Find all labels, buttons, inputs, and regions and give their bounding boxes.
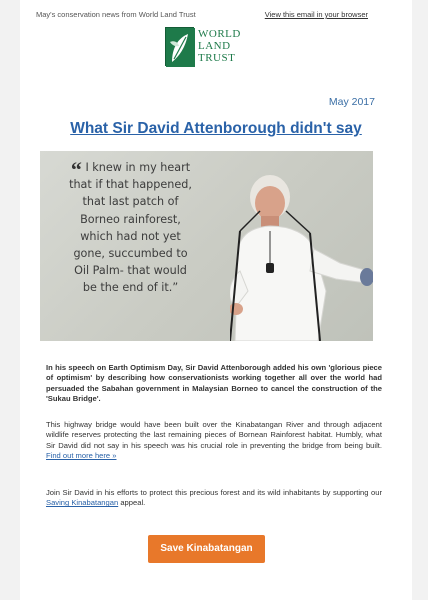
speaker-figure [230, 171, 373, 341]
preheader-bar [20, 8, 412, 22]
quote-line: Borneo rainforest, [80, 212, 181, 226]
quote-line: gone, succumbed to [73, 247, 188, 261]
quote-line: be the end of it.” [82, 281, 179, 295]
quote-line: that last patch of [82, 195, 179, 209]
appeal-prefix: Join Sir David in his efforts to protect this precious forest and its wild inhabitants by supporting our [46, 488, 382, 497]
save-kinabatangan-button[interactable]: Save Kinabatangan [148, 535, 265, 563]
quote-line: that if that happened, [69, 178, 192, 192]
hero-image[interactable] [40, 151, 373, 341]
quote-line: I knew in my heart [85, 161, 191, 174]
quote-line: which had not yet [80, 229, 181, 243]
body-text: This highway bridge would have been built over the Kinabatangan River and through adjacent wildlife reserves protecting the last remaining pieces of Bornean Rainforest habitat. Humbly, what Sir David did not say in his speech was his crucial role in preventing the bridge from being built. [46, 420, 382, 450]
appeal-paragraph [46, 488, 382, 509]
hero-quote [48, 159, 213, 297]
quote-line: Oil Palm- that would [74, 264, 187, 278]
article-title-link[interactable]: What Sir David Attenborough didn't say [70, 120, 362, 137]
logo-wordmark [198, 28, 241, 64]
view-in-browser-link[interactable]: View this email in your browser [264, 10, 368, 19]
logo-line-world: WORLD [198, 28, 241, 40]
body-paragraph [46, 420, 382, 462]
logo-line-trust: TRUST [198, 52, 236, 64]
leaf-logo-icon [165, 27, 194, 66]
logo-line-land: LAND [198, 40, 231, 52]
preheader-text: May's conservation news from World Land Trust [36, 10, 196, 19]
appeal-suffix: appeal. [120, 498, 146, 508]
issue-date: May 2017 [328, 96, 375, 108]
find-out-more-link[interactable]: Find out more here » [46, 451, 117, 461]
saving-kinabatangan-link[interactable]: Saving Kinabatangan [46, 498, 119, 508]
quote-open-mark: “ [70, 157, 82, 182]
world-land-trust-logo[interactable] [165, 27, 251, 71]
lead-paragraph: In his speech on Earth Optimism Day, Sir David Attenborough added his own 'glorious piece of optimism' by describing how conservationists working together all over the world had persuaded the Sabahan government in Malaysian Borneo to cancel the construction of the 'Sukau Bridge'. [46, 363, 382, 404]
